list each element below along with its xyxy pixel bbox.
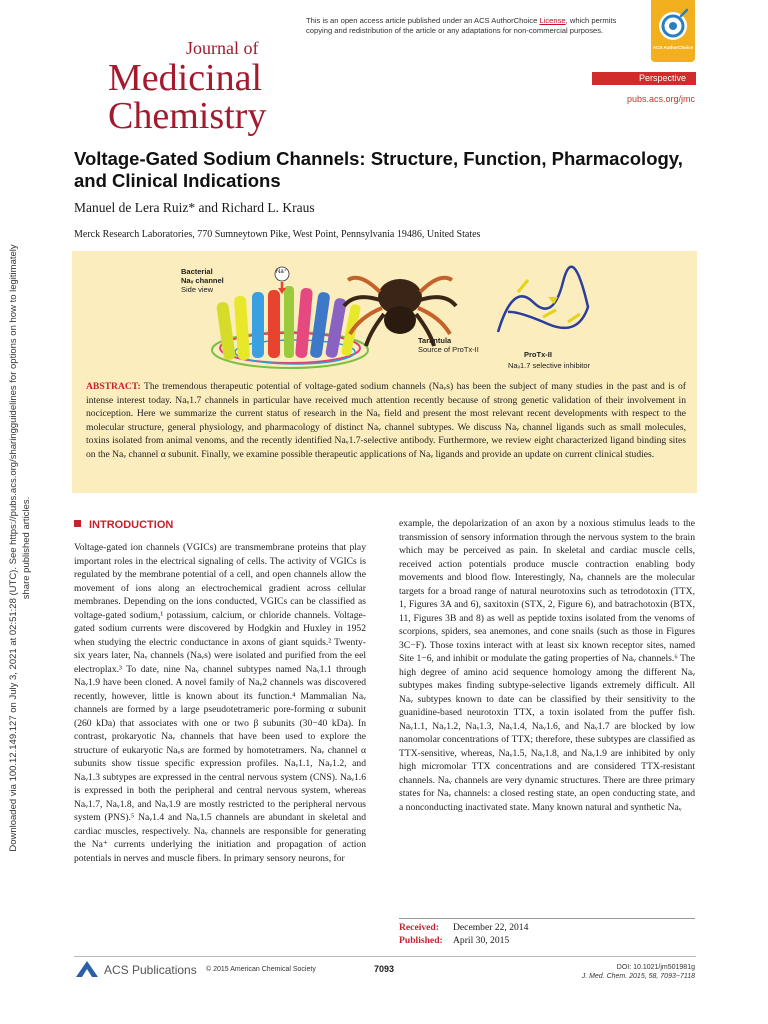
figure-label-tarantula: Tarantula Source of ProTx-II <box>418 336 479 354</box>
article-title: Voltage-Gated Sodium Channels: Structure, Function, Pharmacology, and Clinical Indications <box>74 148 683 191</box>
published-date-row: Published: April 30, 2015 <box>399 935 510 946</box>
tarantula-illustration <box>340 262 460 347</box>
license-text-after: , which permits copying and redistribution of the article or any adaptations for non-commercial purposes. <box>306 16 617 35</box>
license-text-before: This is an open access article published under an ACS AuthorChoice <box>306 16 540 25</box>
license-link[interactable]: License <box>539 16 566 25</box>
section-label: Perspective <box>592 72 696 85</box>
journal-name-line1: Journal of <box>186 38 259 58</box>
article-dates <box>399 921 528 947</box>
article-authors: Manuel de Lera Ruiz* and Richard L. Kraus <box>74 200 315 215</box>
figure-label-protx-sub: Naᵥ1.7 selective inhibitor <box>508 361 591 370</box>
protx-structure-illustration <box>488 262 598 347</box>
journal-name-line2: Medicinal <box>108 57 263 99</box>
section-bullet-icon <box>74 520 81 527</box>
badge-label: ACS AuthorChoice <box>652 45 694 50</box>
footer-divider <box>74 956 696 957</box>
introduction-right-column: example, the depolarization of an axon by a noxious stimulus leads to the transmission of sensory information through the nervous system to the brain which may be perceived as pain. In skeletal and cardiac muscle cells, received action potentials produce muscle contraction enabling body movements and blood flow. Interestingly, Naᵥ channels are the molecular targets for a broad range of natural neurotoxins such as tetrodotoxin (TTX, 1, Figures 3A and 6), saxitoxin (STX, 2, Figure 6), and batrachotoxin (BTX, 11, Figures 3B and 8) as well as peptide toxins isolated from the venoms of scorpions, spiders, sea anemones, and cone snails (such as those in Figures 3C−F). Those toxins interact with at least six known receptor sites, named Site 1−6, and inhibit or modulate the gating properties of Naᵥ channels.⁶ The high degree of amino acid sequence homology among the different Naᵥ subtypes makes finding subtype-selective ligands extremely difficult. All Naᵥ subtypes known to date can be classified by their sensitivity to the guanidine-based neurotoxin TTX, a toxin isolated from the puffer fish. Naᵥ1.1, Naᵥ1.2, Naᵥ1.3, Naᵥ1.4, Naᵥ1.6, and Naᵥ1.7 are blocked by low nanomolar concentrations of TTX; therefore, these subtypes are classified as TTX-sensitive, whereas, Naᵥ1.5, Naᵥ1.8, and Naᵥ1.9 are inhibited by only high micromolar TTX concentrations and are considered TTX-resistant channels. Naᵥ channels are very dynamic structures. There are three primary states for Naᵥ channels: a closed resting state, an open conducting state, and a nonconducting inactivated state. Many known natural and synthetic Naᵥ <box>399 518 695 813</box>
author-affiliation: Merck Research Laboratories, 770 Sumneytown Pike, West Point, Pennsylvania 19486, United States <box>74 229 481 240</box>
doi[interactable]: DOI: 10.1021/jm501981g <box>616 964 695 971</box>
abstract-paragraph <box>86 380 686 461</box>
received-date-row: Received: December 22, 2014 <box>399 922 529 933</box>
publisher-name[interactable]: ACS Publications <box>104 963 197 977</box>
page-number: 7093 <box>374 964 395 974</box>
authorchoice-icon <box>651 0 695 62</box>
acs-logo-icon <box>74 959 100 979</box>
journal-url[interactable]: pubs.acs.org/jmc <box>626 94 695 104</box>
copyright-notice: © 2015 American Chemical Society <box>206 966 316 973</box>
license-notice <box>306 16 636 36</box>
authorchoice-badge[interactable] <box>651 0 695 62</box>
introduction-left-column: Voltage-gated ion channels (VGICs) are transmembrane proteins that play important roles in the electrical signaling of cells. The activity of VGICs is regulated by the membrane potential of a cell, and open channels allow the movement of ions along an electrochemical gradient across cellular membranes. Depending on the ions conducted, VGICs can be classified as voltage-gated sodium,¹ potassium, calcium, or chloride channels. Voltage-gated sodium currents were discovered by Hodgkin and Huxley in 1952 when studying the electric conductance in axons of giant squids.² Twenty-six years later, Naᵥ channels (Naᵥs) were isolated and purified from the eel electroplax.³ To date, nine Naᵥ channel subtypes named Naᵥ1.1 through Naᵥ1.9 have been cloned. A novel family of Naᵥ2 channels was discovered recently, however, little is known about its function.⁴ Mammalian Naᵥ channels are formed by a large pseudotetrameric pore-forming α subunit (260 kDa) that associates with one or two β subunits (30−40 kDa). In contrast, prokaryotic Naᵥ channels that have been used to explore the structure of eukaryotic Naᵥs are formed by homotetramers. Naᵥ channel α subunits show tissue specific expression profiles. Naᵥ1.1, Naᵥ1.2, and Naᵥ1.3 subtypes are expressed in the central nervous system (CNS). Naᵥ1.6 is expressed in both the peripheral and central nervous system, whereas Naᵥ1.7, Naᵥ1.8, and Naᵥ1.9 are mostly restricted to the peripheral nervous system (PNS).⁵ Naᵥ1.4 and Naᵥ1.5 channels are abundant in skeletal and cardiac muscles, respectively. Naᵥ channels are responsible for generating the Na⁺ currents underlying the initiation and propagation of action potentials in nerves and muscle fibers. In primary sensory neurons, for <box>74 542 366 864</box>
abstract-body: The tremendous therapeutic potential of voltage-gated sodium channels (Naᵥs) has been the subject of many studies in the past and is of intense interest today. Naᵥ1.7 channels in particular have received much attention recently because of strong genetic validation of their involvement in nociception. Here we summarize the current status of research in the Naᵥ field and present the most relevant recent developments with respect to the molecular structure, general physiology, and pharmacology of distinct Naᵥ channel subtypes. We discuss Naᵥ channel ligands such as small molecules, toxins isolated from animal venoms, and the recently identified Naᵥ1.7-selective antibody. Furthermore, we review eight characterized ligand binding sites on the Naᵥ channel α subunit. Finally, we examine possible therapeutic applications of Naᵥ ligands and provide an update on current clinical studies. <box>86 381 686 460</box>
introduction-heading: INTRODUCTION <box>74 519 173 531</box>
journal-citation: J. Med. Chem. 2015, 58, 7093−7118 <box>581 973 695 980</box>
abstract-label: ABSTRACT: <box>86 381 141 392</box>
dates-divider <box>399 918 695 919</box>
sodium-ion-label: Na⁺ <box>276 269 287 275</box>
figure-label-bacterial: Bacterial Naᵥ channel Side view <box>181 267 224 294</box>
doi-citation <box>560 963 695 981</box>
download-side-note: Downloaded via 100.12.149.127 on July 3, 2021 at 02:51:28 (UTC). See https://pubs.acs.org/sharingguidelines for options on how to legitimately share published articles. <box>8 244 32 852</box>
figure-label-protx: ProTx-II <box>524 350 552 359</box>
journal-name-line3: Chemistry <box>108 95 267 137</box>
